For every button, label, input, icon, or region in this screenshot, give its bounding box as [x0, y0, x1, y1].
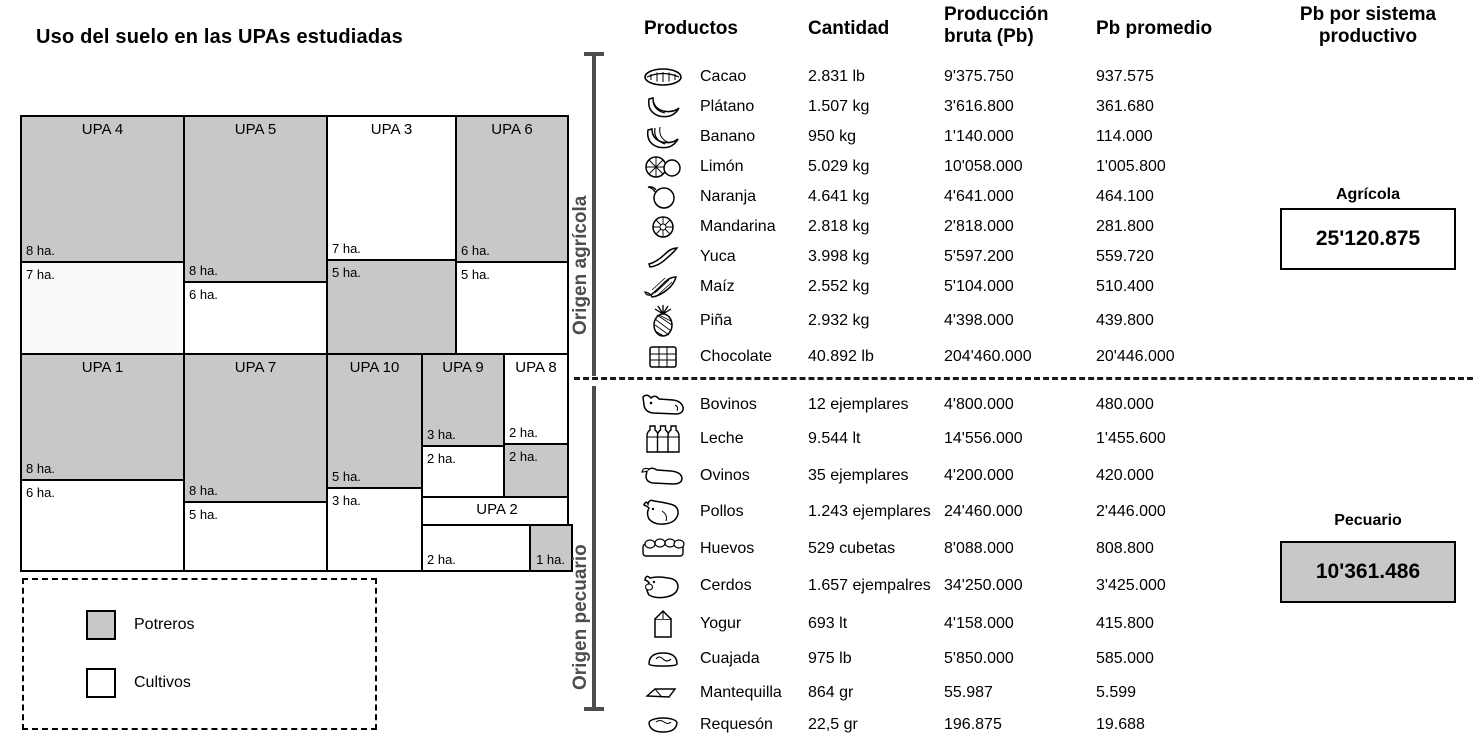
table-row[interactable] [628, 678, 1473, 708]
producto-cantidad: 2.818 kg [808, 218, 870, 235]
legend-item-potreros [86, 610, 194, 640]
yogurt-carton-icon [636, 609, 690, 639]
cheese-icon [636, 644, 690, 674]
upa-6-pasture-band [455, 115, 569, 263]
upa-5-crop-ha: 6 ha. [189, 287, 218, 302]
producto-name: Chocolate [700, 348, 773, 365]
upa-1-crop-ha: 6 ha. [26, 485, 55, 500]
producto-cantidad: 864 gr [808, 684, 854, 701]
upa-3-crop-ha: 7 ha. [332, 241, 361, 256]
egg-tray-icon [636, 534, 690, 564]
producto-pb: 4'200.000 [944, 467, 1014, 484]
producto-name: Requesón [700, 716, 773, 733]
producto-promedio: 439.800 [1096, 312, 1154, 329]
tangerine-icon [636, 212, 690, 242]
milk-bottles-icon [636, 424, 690, 454]
producto-cantidad: 3.998 kg [808, 248, 870, 265]
upa-10-crop-ha: 3 ha. [332, 493, 361, 508]
upa-cell-upa-4[interactable] [20, 115, 185, 355]
cacao-pod-icon [636, 62, 690, 92]
table-row[interactable] [628, 92, 1473, 122]
upa-9-pasture-ha: 3 ha. [427, 427, 456, 442]
producto-name: Cacao [700, 68, 747, 85]
corn-icon [636, 272, 690, 302]
producto-cantidad: 5.029 kg [808, 158, 870, 175]
land-use-title: Uso del suelo en las UPAs estudiadas [36, 26, 403, 48]
production-table [628, 0, 1473, 749]
land-use-mosaic [20, 115, 569, 568]
upa-6-label: UPA 6 [491, 121, 533, 138]
legend-box [22, 578, 377, 730]
producto-promedio: 420.000 [1096, 467, 1154, 484]
producto-name: Yuca [700, 248, 736, 265]
table-row[interactable] [628, 152, 1473, 182]
legend-item-cultivos [86, 668, 191, 698]
lemon-icon [636, 152, 690, 182]
upa-4-pasture-band [20, 115, 185, 263]
producto-pb: 8'088.000 [944, 540, 1014, 557]
upa-3-pasture-ha: 5 ha. [332, 265, 361, 280]
producto-promedio: 281.800 [1096, 218, 1154, 235]
producto-pb: 9'375.750 [944, 68, 1014, 85]
producto-name: Piña [700, 312, 733, 329]
upa-2-pasture-ha: 1 ha. [536, 552, 565, 567]
axis-label-pecuario: Origen pecuario [570, 544, 591, 690]
producto-pb: 55.987 [944, 684, 993, 701]
producto-pb: 5'597.200 [944, 248, 1014, 265]
producto-promedio: 2'446.000 [1096, 503, 1166, 520]
producto-promedio: 361.680 [1096, 98, 1154, 115]
upa-10-label: UPA 10 [349, 359, 400, 376]
curd-bowl-icon [636, 710, 690, 740]
upa-7-label: UPA 7 [234, 359, 277, 376]
upa-7-pasture-band [183, 353, 328, 503]
table-row[interactable] [628, 272, 1473, 302]
producto-cantidad: 975 lb [808, 650, 852, 667]
producto-promedio: 114.000 [1096, 128, 1153, 145]
producto-name: Bovinos [700, 396, 757, 413]
producto-pb: 4'641.000 [944, 188, 1014, 205]
header-produccion-bruta: Producción bruta (Pb) [944, 4, 1049, 47]
legend-label-cultivos: Cultivos [134, 674, 191, 691]
axis-label-agricola: Origen agrícola [570, 195, 591, 335]
producto-pb: 14'556.000 [944, 430, 1023, 447]
pasture-swatch-icon [86, 610, 116, 640]
producto-name: Pollos [700, 503, 744, 520]
upa-5-pasture-ha: 8 ha. [189, 263, 218, 278]
upa-10-pasture-band [326, 353, 423, 489]
chicken-icon [636, 497, 690, 527]
producto-name: Naranja [700, 188, 757, 205]
system-label-agricola: Agrícola [1335, 186, 1400, 203]
producto-promedio: 585.000 [1096, 650, 1154, 667]
upa-5-crop-band [183, 281, 328, 359]
table-row[interactable] [628, 342, 1473, 372]
producto-cantidad: 1.507 kg [808, 98, 870, 115]
legend-label-potreros: Potreros [134, 616, 195, 633]
producto-pb: 34'250.000 [944, 577, 1023, 594]
cassava-icon [636, 242, 690, 272]
table-row[interactable] [628, 644, 1473, 674]
upa-8-label: UPA 8 [515, 359, 557, 376]
upa-cell-upa-2[interactable] [421, 496, 569, 568]
producto-pb: 24'460.000 [944, 503, 1023, 520]
upa-2-crop-ha: 2 ha. [427, 552, 456, 567]
table-row[interactable] [628, 306, 1473, 336]
upa-10-pasture-ha: 5 ha. [332, 469, 361, 484]
header-cantidad: Cantidad [808, 18, 890, 39]
upa-2-pasture-band [529, 524, 573, 572]
upa-4-pasture-ha: 8 ha. [26, 243, 55, 258]
producto-cantidad: 2.831 lb [808, 68, 865, 85]
agricola-bracket [592, 52, 596, 376]
producto-promedio: 1'455.600 [1096, 430, 1166, 447]
producto-promedio: 415.800 [1096, 615, 1154, 632]
upa-7-crop-band [183, 501, 328, 572]
producto-promedio: 20'446.000 [1096, 348, 1175, 365]
upa-8-crop-ha: 2 ha. [509, 425, 538, 440]
sheep-icon [636, 461, 690, 491]
producto-promedio: 3'425.000 [1096, 577, 1166, 594]
banana-icon [636, 92, 690, 122]
producto-name: Huevos [700, 540, 755, 557]
producto-pb: 4'158.000 [944, 615, 1014, 632]
table-row[interactable] [628, 122, 1473, 152]
producto-pb: 3'616.800 [944, 98, 1014, 115]
producto-pb: 10'058.000 [944, 158, 1023, 175]
producto-name: Ovinos [700, 467, 750, 484]
upa-8-pasture-band [503, 443, 569, 502]
producto-pb: 4'398.000 [944, 312, 1014, 329]
producto-cantidad: 950 kg [808, 128, 857, 145]
producto-promedio: 480.000 [1096, 396, 1154, 413]
upa-cell-upa-6[interactable] [455, 115, 569, 355]
plantain-icon [636, 122, 690, 152]
table-row[interactable] [628, 424, 1473, 454]
producto-cantidad: 12 ejemplares [808, 396, 909, 413]
upa-7-pasture-ha: 8 ha. [189, 483, 218, 498]
producto-cantidad: 1.657 ejempalres [808, 577, 931, 594]
table-row[interactable] [628, 62, 1473, 92]
producto-name: Leche [700, 430, 744, 447]
producto-pb: 2'818.000 [944, 218, 1014, 235]
producto-name: Yogur [700, 615, 742, 632]
producto-name: Mandarina [700, 218, 776, 235]
producto-name: Plátano [700, 98, 755, 115]
upa-10-crop-band [326, 487, 423, 572]
producto-pb: 1'140.000 [944, 128, 1014, 145]
upa-7-crop-ha: 5 ha. [189, 507, 218, 522]
producto-cantidad: 4.641 kg [808, 188, 870, 205]
agricola-bracket-top-cap [584, 52, 604, 56]
producto-promedio: 559.720 [1096, 248, 1154, 265]
upa-9-label: UPA 9 [442, 359, 484, 376]
upa-5-pasture-band [183, 115, 328, 283]
producto-pb: 204'460.000 [944, 348, 1032, 365]
upa-3-label: UPA 3 [370, 121, 413, 138]
producto-promedio: 510.400 [1096, 278, 1154, 295]
upa-1-pasture-band [20, 353, 185, 481]
upa-cell-upa-9[interactable] [421, 353, 505, 498]
producto-cantidad: 2.552 kg [808, 278, 870, 295]
upa-2-crop-band [421, 524, 531, 572]
producto-pb: 5'104.000 [944, 278, 1014, 295]
upa-1-pasture-ha: 8 ha. [26, 461, 55, 476]
producto-pb: 196.875 [944, 716, 1002, 733]
system-total-agricola: 25'120.875 [1280, 208, 1456, 270]
upa-1-crop-band [20, 479, 185, 572]
upa-cell-upa-10[interactable] [326, 353, 423, 568]
pineapple-icon [636, 306, 690, 336]
producto-pb: 5'850.000 [944, 650, 1014, 667]
land-use-panel [0, 0, 600, 749]
upa-5-label: UPA 5 [234, 121, 277, 138]
producto-cantidad: 529 cubetas [808, 540, 896, 557]
producto-promedio: 5.599 [1096, 684, 1137, 701]
pecuario-bracket [592, 386, 596, 711]
system-total-pecuario: 10'361.486 [1280, 541, 1456, 603]
upa-3-crop-band [326, 115, 457, 261]
upa-cell-upa-3[interactable] [326, 115, 457, 355]
upa-1-label: UPA 1 [81, 359, 124, 376]
upa-6-crop-ha: 5 ha. [461, 267, 490, 282]
upa-cell-upa-7[interactable] [183, 353, 328, 568]
upa-cell-upa-8[interactable] [503, 353, 569, 498]
upa-8-crop-band [503, 353, 569, 445]
producto-pb: 4'800.000 [944, 396, 1014, 413]
producto-promedio: 937.575 [1096, 68, 1154, 85]
producto-name: Maíz [700, 278, 735, 295]
crop-swatch-icon [86, 668, 116, 698]
table-row[interactable] [628, 390, 1473, 420]
producto-name: Cuajada [700, 650, 760, 667]
producto-name: Limón [700, 158, 744, 175]
producto-cantidad: 22,5 gr [808, 716, 858, 733]
producto-cantidad: 35 ejemplares [808, 467, 909, 484]
upa-cell-upa-1[interactable] [20, 353, 185, 568]
upa-9-crop-ha: 2 ha. [427, 451, 456, 466]
producto-promedio: 464.100 [1096, 188, 1154, 205]
header-pb-por-sistema: Pb por sistema productivo [1299, 4, 1437, 47]
producto-name: Banano [700, 128, 756, 145]
upa-9-crop-band [421, 445, 505, 502]
producto-cantidad: 40.892 lb [808, 348, 874, 365]
table-row[interactable] [628, 710, 1473, 740]
table-row[interactable] [628, 461, 1473, 491]
table-row[interactable] [628, 609, 1473, 639]
upa-4-crop-band [20, 261, 185, 359]
system-label-pecuario: Pecuario [1334, 512, 1402, 529]
producto-promedio: 808.800 [1096, 540, 1154, 557]
upa-8-pasture-ha: 2 ha. [509, 449, 538, 464]
butter-icon [636, 678, 690, 708]
pecuario-bracket-bottom-cap [584, 707, 604, 711]
producto-cantidad: 9.544 lt [808, 430, 861, 447]
producto-promedio: 19.688 [1096, 716, 1145, 733]
upa-4-label: UPA 4 [81, 121, 124, 138]
header-pb-promedio: Pb promedio [1096, 18, 1213, 39]
upa-6-pasture-ha: 6 ha. [461, 243, 490, 258]
producto-name: Mantequilla [700, 684, 782, 701]
upa-3-pasture-band [326, 259, 457, 359]
upa-6-crop-band [455, 261, 569, 359]
producto-cantidad: 693 lt [808, 615, 848, 632]
pig-icon [636, 571, 690, 601]
chocolate-bar-icon [636, 342, 690, 372]
header-productos: Productos [644, 18, 738, 39]
producto-cantidad: 1.243 ejemplares [808, 503, 931, 520]
upa-cell-upa-5[interactable] [183, 115, 328, 355]
upa-2-label: UPA 2 [476, 501, 518, 518]
producto-name: Cerdos [700, 577, 752, 594]
upa-4-crop-ha: 7 ha. [26, 267, 55, 282]
orange-icon [636, 182, 690, 212]
producto-cantidad: 2.932 kg [808, 312, 870, 329]
upa-9-pasture-band [421, 353, 505, 447]
cow-icon [636, 390, 690, 420]
producto-promedio: 1'005.800 [1096, 158, 1166, 175]
